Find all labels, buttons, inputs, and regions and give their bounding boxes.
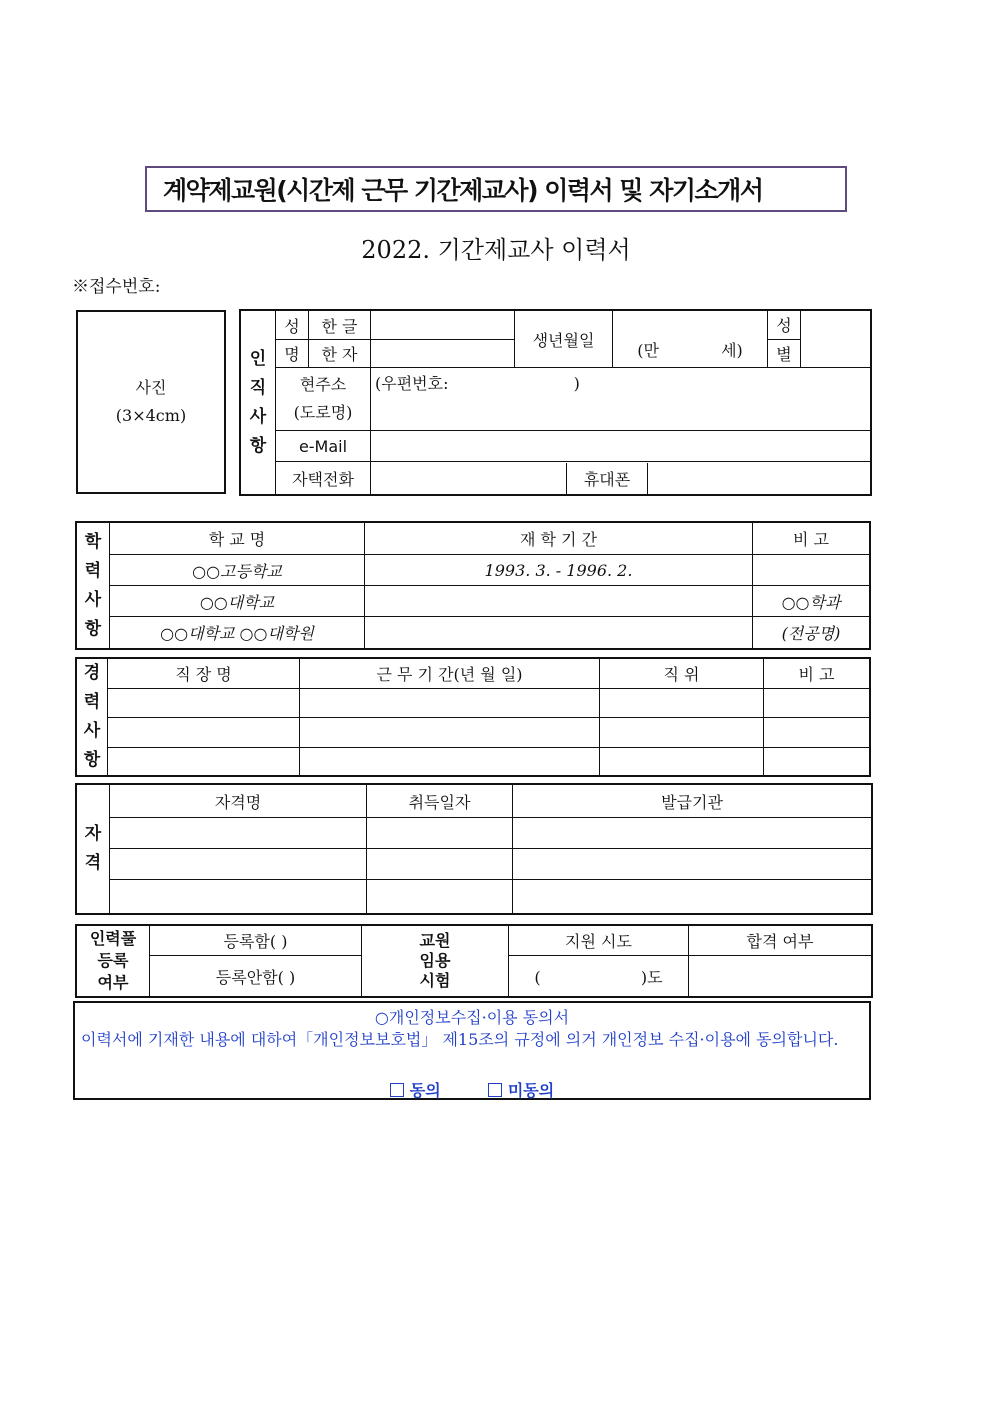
career-cell[interactable]	[108, 747, 300, 776]
license-cell[interactable]	[513, 849, 872, 880]
edu-row-2-note[interactable]: ○○학과	[753, 586, 870, 617]
name-hangul-input[interactable]	[371, 311, 515, 340]
edu-row-1-note[interactable]	[753, 555, 870, 586]
career-cell[interactable]	[600, 718, 764, 748]
education-table	[76, 522, 870, 649]
edu-row-2-period[interactable]	[365, 586, 753, 617]
postal-close: )	[573, 374, 580, 393]
license-cell[interactable]	[367, 818, 513, 849]
license-table	[76, 784, 872, 914]
birth-label: 생년월일	[515, 311, 613, 368]
home-phone-input[interactable]	[371, 463, 567, 494]
consent-text: 이력서에 기재한 내용에 대하여「개인정보보호법」 제15조의 규정에 의거 개인정보 수집·이용에 동의합니다.	[81, 1030, 839, 1049]
license-cell[interactable]	[110, 849, 367, 880]
age-open: (만	[637, 341, 659, 360]
result-label: 합격 여부	[689, 926, 872, 956]
edu-row-3-school[interactable]: ○○대학교 ○○대학원	[110, 617, 365, 649]
license-cell[interactable]	[513, 818, 872, 849]
disagree-label: 미동의	[507, 1081, 555, 1100]
name-hanja-label: 한 자	[309, 340, 371, 368]
address-label: 현주소 (도로명)	[276, 368, 371, 431]
career-cell[interactable]	[300, 718, 600, 748]
address-input[interactable]	[371, 368, 871, 431]
pool-label: 인력풀 등록 여부	[77, 926, 150, 997]
region-open: (	[534, 967, 541, 987]
career-cell[interactable]	[600, 747, 764, 776]
career-header-note: 비 고	[764, 659, 870, 689]
personal-section-label: 인 직 사 항	[241, 311, 276, 495]
career-header-company: 직 장 명	[108, 659, 300, 689]
career-section-label: 경 력 사 항	[77, 659, 108, 776]
career-cell[interactable]	[764, 747, 870, 776]
document-title-text: 계약제교원(시간제 근무 기간제교사) 이력서 및 자기소개서	[163, 176, 763, 205]
license-cell[interactable]	[110, 880, 367, 914]
consent-title: ○개인정보수집·이용 동의서	[374, 1008, 570, 1027]
applied-region-label: 지원 시도	[509, 926, 689, 956]
edu-header-note: 비 고	[753, 523, 870, 555]
gender-label-1: 성	[768, 311, 801, 340]
pool-not-registered-option[interactable]: 등록안함( )	[150, 956, 362, 997]
checkbox-icon	[488, 1083, 502, 1097]
edu-header-school: 학 교 명	[110, 523, 365, 555]
document-title	[145, 166, 847, 212]
photo-box[interactable]	[76, 310, 226, 494]
name-label-1: 성	[276, 311, 309, 340]
license-header-date: 취득일자	[367, 785, 513, 818]
edu-row-2-school[interactable]: ○○대학교	[110, 586, 365, 617]
email-input[interactable]	[371, 431, 871, 462]
personal-info-table	[240, 310, 871, 495]
consent-box	[73, 1001, 871, 1100]
edu-row-3-period[interactable]	[365, 617, 753, 649]
disagree-checkbox[interactable]	[488, 1081, 554, 1100]
edu-row-1-period[interactable]: 1993. 3. - 1996. 2.	[365, 555, 753, 586]
mobile-input[interactable]	[648, 463, 870, 494]
license-header-issuer: 발급기관	[513, 785, 872, 818]
agree-checkbox[interactable]	[390, 1081, 441, 1100]
edu-row-3-note[interactable]: (전공명)	[753, 617, 870, 649]
career-table	[76, 658, 870, 776]
career-cell[interactable]	[300, 688, 600, 718]
gender-input[interactable]	[801, 311, 871, 368]
license-header-name: 자격명	[110, 785, 367, 818]
postal-open: (우편번호:	[375, 374, 449, 393]
name-hangul-label: 한 글	[309, 311, 371, 340]
license-cell[interactable]	[367, 849, 513, 880]
email-label: e-Mail	[276, 431, 371, 462]
phone-row	[371, 462, 871, 495]
edu-row-1-school[interactable]: ○○고등학교	[110, 555, 365, 586]
license-cell[interactable]	[110, 818, 367, 849]
pool-registered-option[interactable]: 등록함( )	[150, 926, 362, 956]
age-close: 세)	[721, 341, 743, 360]
license-cell[interactable]	[513, 880, 872, 914]
edu-header-period: 재 학 기 간	[365, 523, 753, 555]
receipt-number-label: ※접수번호:	[72, 277, 161, 297]
career-cell[interactable]	[300, 747, 600, 776]
result-input[interactable]	[689, 956, 872, 997]
agree-label: 동의	[409, 1081, 441, 1100]
pool-exam-table	[76, 925, 872, 997]
career-header-position: 직 위	[600, 659, 764, 689]
career-cell[interactable]	[764, 718, 870, 748]
document-subtitle: 2022. 기간제교사 이력서	[361, 236, 631, 264]
name-hanja-input[interactable]	[371, 340, 515, 368]
home-phone-label: 자택전화	[276, 462, 371, 495]
education-section-label: 학 력 사 항	[77, 523, 110, 649]
consent-options	[75, 1078, 869, 1101]
career-cell[interactable]	[600, 688, 764, 718]
name-label-2: 명	[276, 340, 309, 368]
applied-region-input[interactable]	[509, 956, 689, 997]
career-cell[interactable]	[108, 718, 300, 748]
gender-label-2: 별	[768, 340, 801, 368]
career-cell[interactable]	[764, 688, 870, 718]
photo-label: 사진	[135, 378, 167, 397]
checkbox-icon	[390, 1083, 404, 1097]
career-header-period: 근 무 기 간(년 월 일)	[300, 659, 600, 689]
license-cell[interactable]	[367, 880, 513, 914]
career-cell[interactable]	[108, 688, 300, 718]
region-close: )도	[640, 967, 663, 987]
exam-label: 교원 임용 시험	[362, 926, 509, 997]
mobile-label: 휴대폰	[567, 463, 648, 494]
photo-size: (3×4cm)	[115, 406, 187, 425]
license-section-label: 자 격	[77, 785, 110, 914]
birth-input[interactable]	[613, 311, 768, 368]
